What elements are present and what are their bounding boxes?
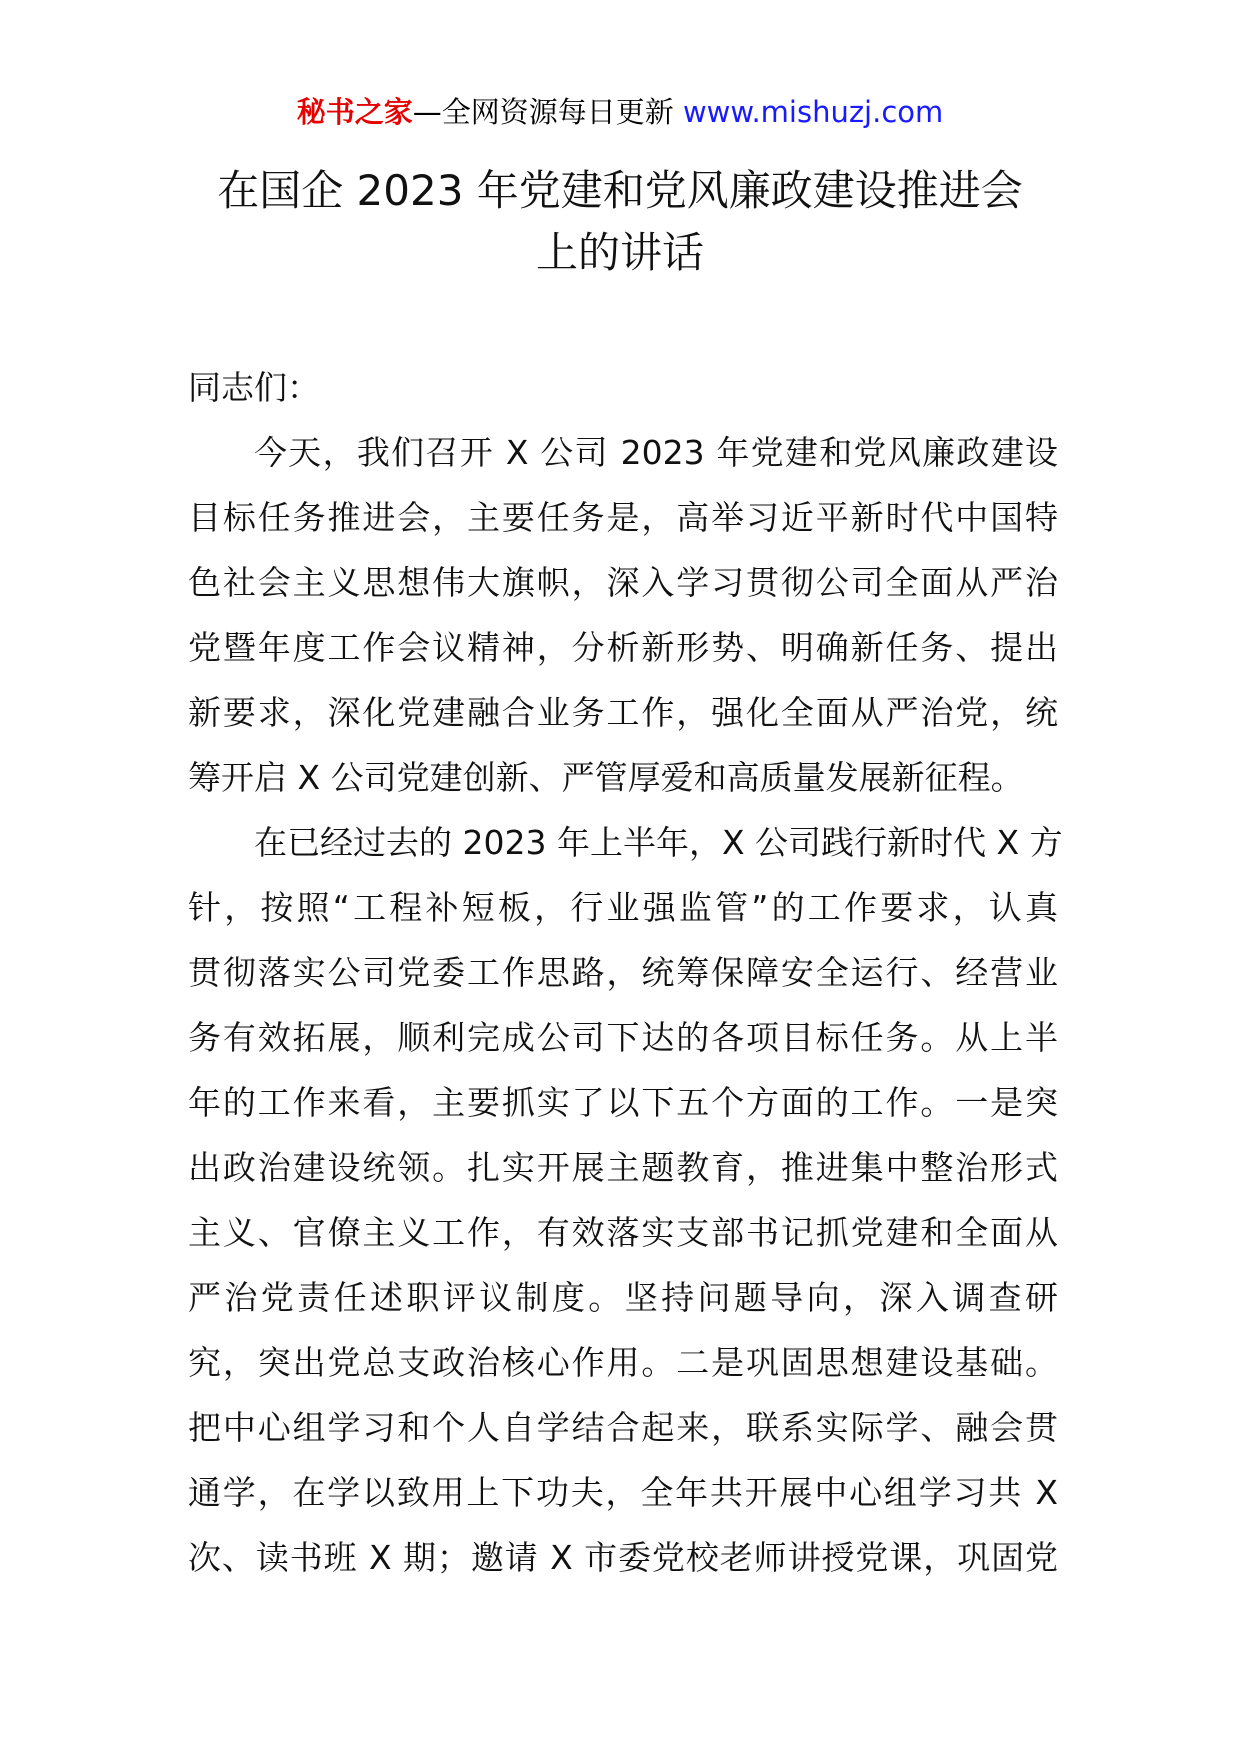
title-line: 上的讲话 [535,228,704,277]
text-line: 今天，我们召开 X 公司 2023 年党建和党风廉政建设 [254,433,1058,472]
text-line: 新要求，深化党建融合业务工作，强化全面从严治党，统 [188,693,1058,732]
document-body [188,355,1063,1590]
text-line: 筹开启 X 公司党建创新、严管厚爱和高质量发展新征程。 [188,758,1024,797]
text-line: 目标任务推进会，主要任务是，高举习近平新时代中国特 [188,498,1058,537]
text-line: 针，按照“工程补短板，行业强监管”的工作要求，认真 [188,888,1058,927]
text-line: 党暨年度工作会议精神，分析新形势、明确新任务、提出 [188,628,1058,667]
text-line: 主义、官僚主义工作，有效落实支部书记抓党建和全面从 [188,1213,1058,1252]
document-title [170,160,1070,284]
text-line: 通学，在学以致用上下功夫，全年共开展中心组学习共 X [188,1473,1058,1512]
text-line: 究，突出党总支政治核心作用。二是巩固思想建设基础。 [188,1343,1058,1382]
text-line: 色社会主义思想伟大旗帜，深入学习贯彻公司全面从严治 [188,563,1058,602]
text-line: 贯彻落实公司党委工作思路，统筹保障安全运行、经营业 [188,953,1058,992]
text-line: 务有效拓展，顺利完成公司下达的各项目标任务。从上半 [188,1018,1058,1057]
text-line: 在已经过去的 2023 年上半年，X 公司践行新时代 X 方 [254,823,1063,862]
salutation: 同志们： [188,368,320,407]
paragraph-1 [188,420,1058,810]
text-line: 次、读书班 X 期；邀请 X 市委党校老师讲授党课，巩固党 [188,1538,1058,1577]
title-line: 在国企 2023 年党建和党风廉政建设推进会 [217,166,1023,215]
paragraph-2 [188,810,1063,1590]
text-line: 年的工作来看，主要抓实了以下五个方面的工作。一是突 [188,1083,1058,1122]
text-line: 严治党责任述职评议制度。坚持问题导向，深入调查研 [188,1278,1058,1317]
header-brand: 秘书之家 [296,95,413,129]
site-header [0,92,1240,132]
header-url-link[interactable]: www.mishuzj.com [682,95,944,129]
header-slogan: —全网资源每日更新 [412,95,674,129]
text-line: 把中心组学习和个人自学结合起来，联系实际学、融会贯 [188,1408,1058,1447]
text-line: 出政治建设统领。扎实开展主题教育，推进集中整治形式 [188,1148,1058,1187]
